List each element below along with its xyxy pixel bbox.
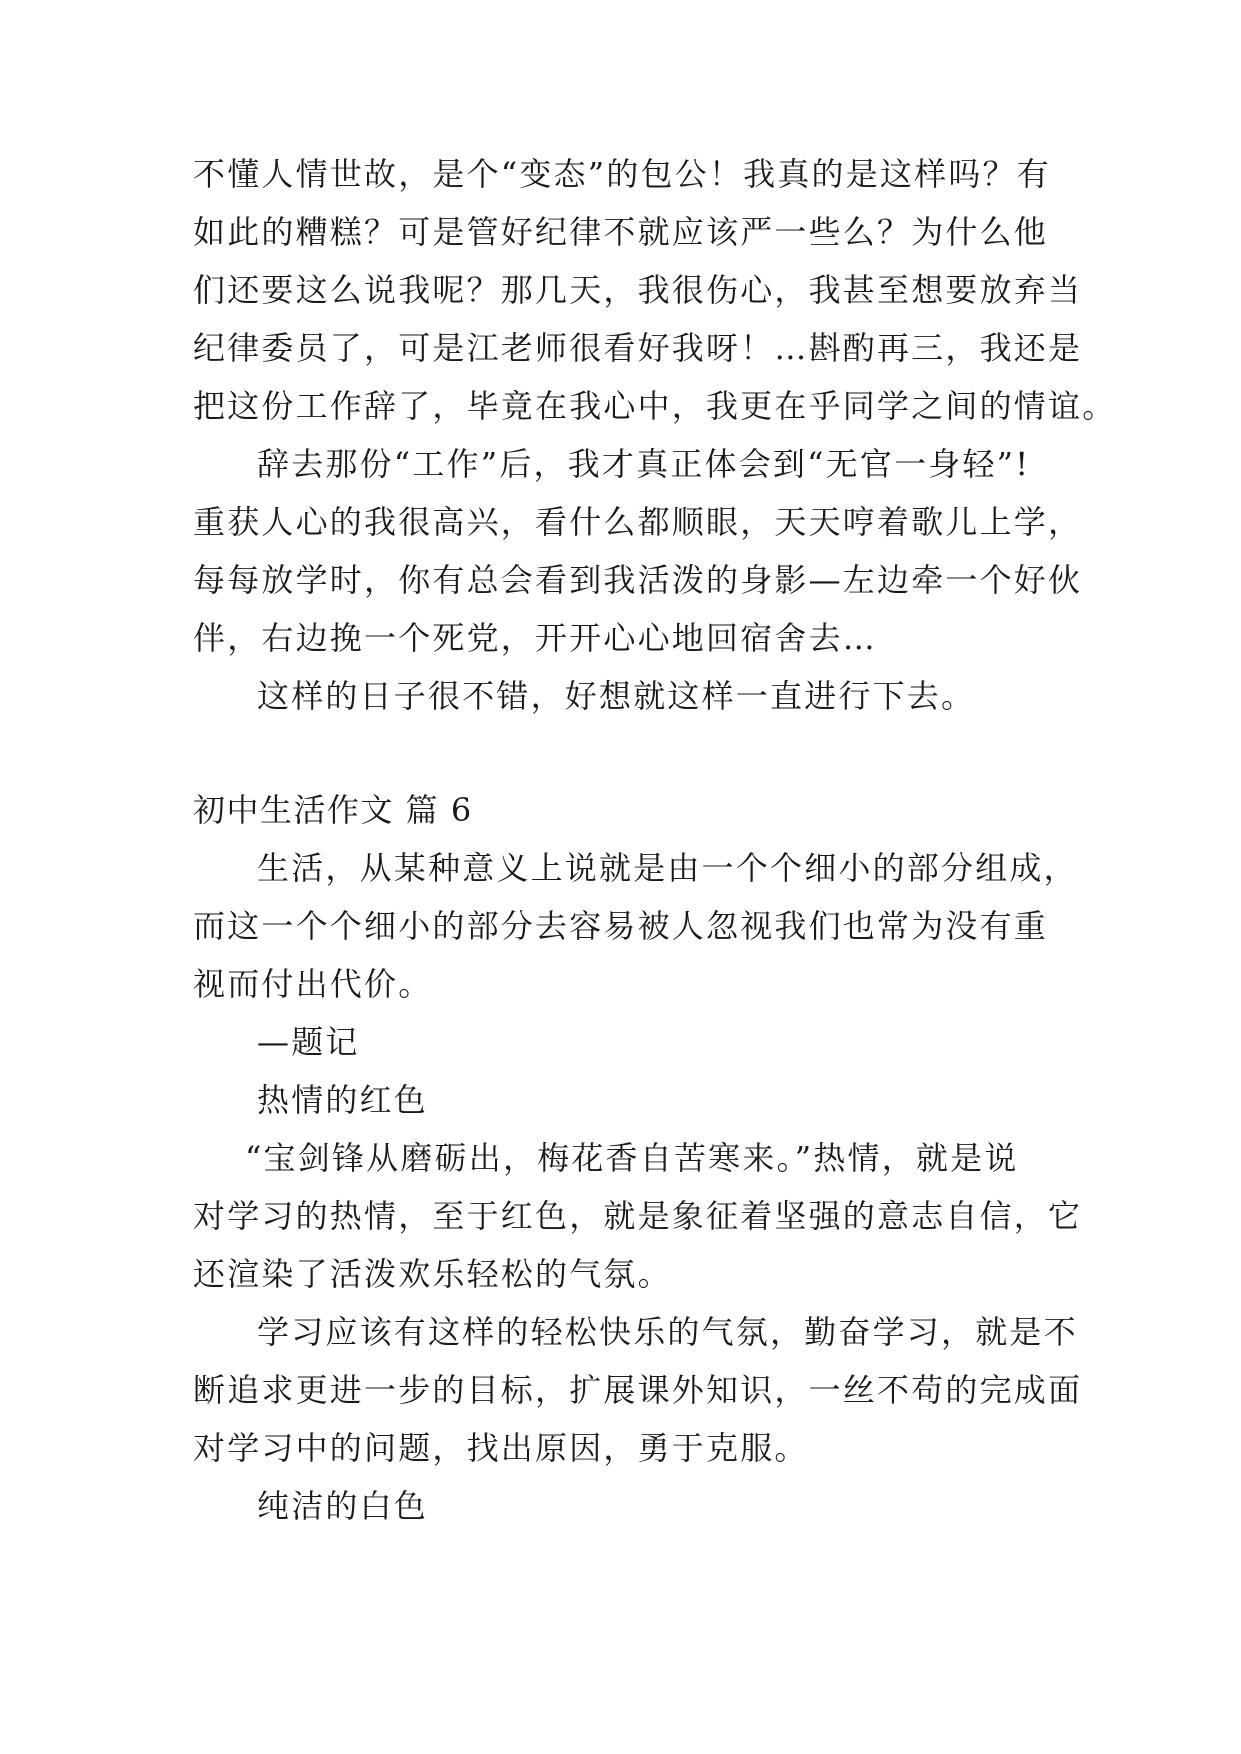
paragraph-line: 还渲染了活泼欢乐轻松的气氛。 <box>193 1255 672 1293</box>
paragraph-line: 每每放学时，你有总会看到我活泼的身影—左边牵一个好伙 <box>193 561 1083 599</box>
paragraph-line: 视而付出代价。 <box>193 965 433 1003</box>
paragraph-line: 这样的日子很不错，好想就这样一直进行下去。 <box>257 677 976 715</box>
section-heading: 初中生活作文 篇 6 <box>193 791 473 829</box>
paragraph-line: 纪律委员了，可是江老师很看好我呀！…斟酌再三，我还是 <box>193 329 1083 367</box>
subheading: 纯洁的白色 <box>257 1487 429 1525</box>
paragraph-line: 而这一个个细小的部分去容易被人忽视我们也常为没有重 <box>193 907 1049 945</box>
paragraph-line: 辞去那份“工作”后，我才真正体会到“无官一身轻”! <box>257 445 1031 483</box>
epigraph-note: —题记 <box>257 1023 360 1061</box>
subheading: 热情的红色 <box>257 1081 429 1119</box>
paragraph-line: 对学习中的问题，找出原因，勇于克服。 <box>193 1429 809 1467</box>
paragraph-line: 断追求更进一步的目标，扩展课外知识，一丝不苟的完成面 <box>193 1371 1083 1409</box>
paragraph-line: 们还要这么说我呢？那几天，我很伤心，我甚至想要放弃当 <box>193 271 1083 309</box>
paragraph-line: 把这份工作辞了，毕竟在我心中，我更在乎同学之间的情谊。 <box>193 387 1117 425</box>
paragraph-line: 对学习的热情，至于红色，就是象征着坚强的意志自信，它 <box>193 1197 1083 1235</box>
paragraph-line: 生活，从某种意义上说就是由一个个细小的部分组成， <box>257 849 1078 887</box>
paragraph-line: 如此的糟糕？可是管好纪律不就应该严一些么？为什么他 <box>193 213 1049 251</box>
paragraph-line: 伴，右边挽一个死党，开开心心地回宿舍去… <box>193 619 878 657</box>
paragraph-line: 不懂人情世故，是个“变态”的包公！我真的是这样吗？有 <box>193 155 1051 193</box>
paragraph-line: 学习应该有这样的轻松快乐的气氛，勤奋学习，就是不 <box>257 1313 1078 1351</box>
paragraph-line: 重获人心的我很高兴，看什么都顺眼，天天哼着歌儿上学， <box>193 503 1083 541</box>
paragraph-line: “宝剑锋从磨砺出，梅花香自苦寒来。”热情，就是说 <box>245 1139 1019 1177</box>
